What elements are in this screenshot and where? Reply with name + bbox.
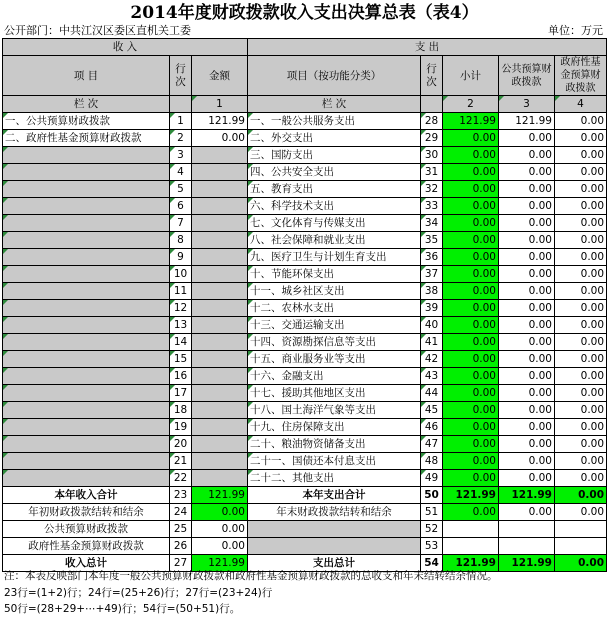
income-item	[3, 317, 170, 334]
income-amount	[192, 402, 248, 419]
grand-expense-public: 121.99	[499, 555, 555, 572]
expense-line-no: 45	[421, 402, 443, 419]
expense-subtotal: 0.00	[443, 283, 499, 300]
expense-gov-fund: 0.00	[555, 147, 607, 164]
expense-gov-fund: 0.00	[555, 334, 607, 351]
expense-line-no: 38	[421, 283, 443, 300]
income-item	[3, 385, 170, 402]
note-line-3: 50行=(28+29+⋯+49)行；54行=(50+51)行。	[4, 603, 241, 615]
table-row	[3, 147, 607, 164]
expense-public-budget: 0.00	[499, 453, 555, 470]
header-row-index	[3, 96, 607, 113]
expense-gov-fund: 0.00	[555, 181, 607, 198]
income-header: 收 入	[3, 39, 248, 56]
expense-gov-fund: 0.00	[555, 351, 607, 368]
income-item	[3, 368, 170, 385]
expense-subtotal: 0.00	[443, 402, 499, 419]
table-row	[3, 300, 607, 317]
col-index-4: 4	[555, 96, 607, 113]
table-row	[3, 113, 607, 130]
income-line-no: 9	[170, 249, 192, 266]
note-line-2: 23行=(1+2)行；24行=(25+26)行；27行=(23+24)行	[4, 587, 273, 599]
income-amount	[192, 470, 248, 487]
income-line-no: 22	[170, 470, 192, 487]
expense-item: 七、文化体育与传媒支出	[248, 215, 421, 232]
expense-gov-fund: 0.00	[555, 453, 607, 470]
income-line-no: 24	[170, 504, 192, 521]
grand-income-label: 收入总计	[3, 555, 170, 572]
income-amount	[192, 181, 248, 198]
expense-subtotal: 0.00	[443, 130, 499, 147]
income-amount	[192, 300, 248, 317]
expense-subtotal: 0.00	[443, 453, 499, 470]
grand-expense-gov: 0.00	[555, 555, 607, 572]
expense-gov-fund: 0.00	[555, 164, 607, 181]
income-item	[3, 300, 170, 317]
expense-public-budget: 0.00	[499, 334, 555, 351]
expense-subtotal: 0.00	[443, 181, 499, 198]
income-item	[3, 249, 170, 266]
income-item	[3, 147, 170, 164]
grand-expense-label: 支出总计	[248, 555, 421, 572]
expense-gov-fund: 0.00	[555, 215, 607, 232]
blank-cell	[555, 538, 607, 555]
expense-gov-fund: 0.00	[555, 249, 607, 266]
income-line-no: 27	[170, 555, 192, 572]
expense-public-budget: 0.00	[499, 283, 555, 300]
income-amount	[192, 249, 248, 266]
summary-row-income-total	[3, 487, 607, 504]
expense-public-budget: 0.00	[499, 181, 555, 198]
expense-line-no: 34	[421, 215, 443, 232]
income-amount	[192, 232, 248, 249]
expense-line-no: 41	[421, 334, 443, 351]
table-row	[3, 334, 607, 351]
expense-public-budget: 0.00	[499, 147, 555, 164]
expense-line-no: 40	[421, 317, 443, 334]
expense-col-label: 栏 次	[248, 96, 421, 113]
summary-row-r4	[3, 538, 607, 555]
expense-line-no: 39	[421, 300, 443, 317]
expense-public-budget: 0.00	[499, 164, 555, 181]
header-row-section	[3, 39, 607, 56]
expense-public-budget: 0.00	[499, 436, 555, 453]
table-row	[3, 453, 607, 470]
expense-gov-fund: 0.00	[555, 130, 607, 147]
income-item	[3, 453, 170, 470]
income-amount: 121.99	[192, 113, 248, 130]
expense-gov-fund: 0.00	[555, 198, 607, 215]
expense-public-budget: 0.00	[499, 317, 555, 334]
expense-line-no: 30	[421, 147, 443, 164]
income-item	[3, 402, 170, 419]
expense-item: 二十、粮油物资储备支出	[248, 436, 421, 453]
income-line-no: 7	[170, 215, 192, 232]
carryover-end-public: 0.00	[499, 504, 555, 521]
expense-public-budget: 0.00	[499, 130, 555, 147]
expense-item: 八、社会保障和就业支出	[248, 232, 421, 249]
expense-subtotal: 0.00	[443, 470, 499, 487]
col-index-1: 1	[192, 96, 248, 113]
blank-cell	[499, 521, 555, 538]
expense-gov-fund: 0.00	[555, 266, 607, 283]
expense-subtotal: 0.00	[443, 334, 499, 351]
expense-item: 六、科学技术支出	[248, 198, 421, 215]
expense-line-no: 47	[421, 436, 443, 453]
expense-line-no: 43	[421, 368, 443, 385]
blank-cell	[443, 538, 499, 555]
table-row	[3, 215, 607, 232]
expense-total-subtotal: 121.99	[443, 487, 499, 504]
income-item	[3, 436, 170, 453]
table-row	[3, 419, 607, 436]
expense-line-no: 36	[421, 249, 443, 266]
grand-expense-subtotal: 121.99	[443, 555, 499, 572]
expense-line-no: 28	[421, 113, 443, 130]
expense-item: 十七、援助其他地区支出	[248, 385, 421, 402]
expense-public-budget: 0.00	[499, 215, 555, 232]
income-line-no: 20	[170, 436, 192, 453]
expense-line-no: 46	[421, 419, 443, 436]
expense-subtotal: 0.00	[443, 351, 499, 368]
income-line-no: 25	[170, 521, 192, 538]
expense-gov-fund: 0.00	[555, 419, 607, 436]
expense-line-no: 52	[421, 521, 443, 538]
expense-item: 十、节能环保支出	[248, 266, 421, 283]
public-budget-header: 公共预算财政拨款	[499, 56, 555, 96]
table-row	[3, 385, 607, 402]
expense-gov-fund: 0.00	[555, 300, 607, 317]
income-item	[3, 232, 170, 249]
income-amount	[192, 385, 248, 402]
income-amount	[192, 453, 248, 470]
expense-subtotal: 121.99	[443, 113, 499, 130]
expense-item: 十三、交通运输支出	[248, 317, 421, 334]
income-total-amount: 121.99	[192, 487, 248, 504]
expense-line-no: 53	[421, 538, 443, 555]
note-line-1: 注：本表反映部门本年度一般公共预算财政拨款和政府性基金预算财政拨款的总收支和年末结转结余情况。	[4, 570, 498, 582]
table-row	[3, 181, 607, 198]
expense-line-no: 32	[421, 181, 443, 198]
expense-item: 五、教育支出	[248, 181, 421, 198]
expense-gov-fund: 0.00	[555, 385, 607, 402]
col-index-2: 2	[443, 96, 499, 113]
expense-public-budget: 0.00	[499, 368, 555, 385]
expense-public-budget: 0.00	[499, 419, 555, 436]
income-line-no: 19	[170, 419, 192, 436]
income-item	[3, 215, 170, 232]
income-amount	[192, 351, 248, 368]
expense-public-budget: 0.00	[499, 402, 555, 419]
expense-item: 二十二、其他支出	[248, 470, 421, 487]
income-item: 一、公共预算财政拨款	[3, 113, 170, 130]
report-title: 2014年度财政拨款收入支出决算总表（表4）	[130, 3, 479, 23]
carryover-start-amount: 0.00	[192, 504, 248, 521]
expense-item: 一、一般公共服务支出	[248, 113, 421, 130]
expense-item: 十九、住房保障支出	[248, 419, 421, 436]
expense-subtotal: 0.00	[443, 232, 499, 249]
expense-item: 十六、金融支出	[248, 368, 421, 385]
expense-gov-fund: 0.00	[555, 232, 607, 249]
expense-gov-fund: 0.00	[555, 470, 607, 487]
income-item	[3, 334, 170, 351]
expense-gov-fund: 0.00	[555, 402, 607, 419]
carryover-start-label: 年初财政拨款结转和结余	[3, 504, 170, 521]
expense-line-no: 51	[421, 504, 443, 521]
income-line-no: 17	[170, 385, 192, 402]
expense-item: 十二、农林水支出	[248, 300, 421, 317]
header-row-columns	[3, 56, 607, 96]
income-line-no: 23	[170, 487, 192, 504]
income-amount: 0.00	[192, 130, 248, 147]
expense-item: 二、外交支出	[248, 130, 421, 147]
table-row	[3, 283, 607, 300]
expense-public-budget: 0.00	[499, 300, 555, 317]
income-item	[3, 198, 170, 215]
expense-subtotal: 0.00	[443, 266, 499, 283]
expense-line-no: 33	[421, 198, 443, 215]
expense-line-no: 54	[421, 555, 443, 572]
expense-total-label: 本年支出合计	[248, 487, 421, 504]
income-line-no: 3	[170, 147, 192, 164]
expense-item: 二十一、国债还本付息支出	[248, 453, 421, 470]
expense-gov-fund: 0.00	[555, 368, 607, 385]
expense-item: 十五、商业服务业等支出	[248, 351, 421, 368]
expense-public-budget: 0.00	[499, 470, 555, 487]
income-item	[3, 419, 170, 436]
expense-line-no: 31	[421, 164, 443, 181]
expense-public-budget: 0.00	[499, 351, 555, 368]
expense-line-header: 行次	[421, 56, 443, 96]
income-amount	[192, 283, 248, 300]
table-row	[3, 130, 607, 147]
expense-subtotal: 0.00	[443, 300, 499, 317]
table-row	[3, 198, 607, 215]
expense-item-header: 项目（按功能分类）	[248, 56, 421, 96]
income-item-header: 项 目	[3, 56, 170, 96]
carryover-sub-label: 公共预算财政拨款	[3, 521, 170, 538]
expense-line-no: 35	[421, 232, 443, 249]
income-line-no: 14	[170, 334, 192, 351]
income-total-label: 本年收入合计	[3, 487, 170, 504]
income-col-label: 栏 次	[3, 96, 170, 113]
carryover-end-gov: 0.00	[555, 504, 607, 521]
expense-line-no: 29	[421, 130, 443, 147]
expense-subtotal: 0.00	[443, 368, 499, 385]
blank-cell	[555, 521, 607, 538]
income-line-no: 8	[170, 232, 192, 249]
table-row	[3, 164, 607, 181]
expense-item: 四、公共安全支出	[248, 164, 421, 181]
income-item	[3, 470, 170, 487]
expense-item: 三、国防支出	[248, 147, 421, 164]
income-item	[3, 164, 170, 181]
blank-cell	[248, 538, 421, 555]
income-line-header: 行次	[170, 56, 192, 96]
expense-header: 支 出	[248, 39, 607, 56]
expense-line-no: 42	[421, 351, 443, 368]
expense-public-budget: 0.00	[499, 266, 555, 283]
expense-subtotal: 0.00	[443, 385, 499, 402]
income-line-no: 26	[170, 538, 192, 555]
blank-cell	[248, 521, 421, 538]
income-amount-header: 金额	[192, 56, 248, 96]
income-line-no: 13	[170, 317, 192, 334]
income-line-no: 4	[170, 164, 192, 181]
income-amount	[192, 198, 248, 215]
expense-line-no: 44	[421, 385, 443, 402]
income-line-no: 16	[170, 368, 192, 385]
col-index-3: 3	[499, 96, 555, 113]
expense-public-budget: 0.00	[499, 385, 555, 402]
expense-subtotal: 0.00	[443, 164, 499, 181]
expense-public-budget: 121.99	[499, 113, 555, 130]
expense-item: 九、医疗卫生与计划生育支出	[248, 249, 421, 266]
income-line-no: 2	[170, 130, 192, 147]
income-amount	[192, 436, 248, 453]
carryover-sub-amount: 0.00	[192, 538, 248, 555]
table-row	[3, 368, 607, 385]
table-row	[3, 266, 607, 283]
table-row	[3, 470, 607, 487]
table-row	[3, 351, 607, 368]
expense-gov-fund: 0.00	[555, 436, 607, 453]
carryover-end-label: 年末财政拨款结转和结余	[248, 504, 421, 521]
carryover-sub-label: 政府性基金预算财政拨款	[3, 538, 170, 555]
expense-line-no: 49	[421, 470, 443, 487]
expense-line-no: 50	[421, 487, 443, 504]
grand-income-amount: 121.99	[192, 555, 248, 572]
expense-item: 十八、国土海洋气象等支出	[248, 402, 421, 419]
expense-subtotal: 0.00	[443, 147, 499, 164]
department-label: 公开部门：中共江汉区委区直机关工委	[4, 24, 191, 37]
income-line-no: 11	[170, 283, 192, 300]
expense-gov-fund: 0.00	[555, 317, 607, 334]
income-line-no: 12	[170, 300, 192, 317]
income-line-no: 5	[170, 181, 192, 198]
expense-public-budget: 0.00	[499, 198, 555, 215]
income-item	[3, 283, 170, 300]
income-amount	[192, 317, 248, 334]
income-line-no: 10	[170, 266, 192, 283]
income-amount	[192, 266, 248, 283]
expense-line-no: 48	[421, 453, 443, 470]
expense-item: 十四、资源勘探信息等支出	[248, 334, 421, 351]
subtotal-header: 小计	[443, 56, 499, 96]
carryover-end-subtotal: 0.00	[443, 504, 499, 521]
table-row	[3, 317, 607, 334]
income-amount	[192, 215, 248, 232]
income-item	[3, 351, 170, 368]
income-line-no: 21	[170, 453, 192, 470]
expense-subtotal: 0.00	[443, 198, 499, 215]
table-row	[3, 436, 607, 453]
budget-table	[2, 38, 607, 572]
summary-row-carryover	[3, 504, 607, 521]
expense-total-gov: 0.00	[555, 487, 607, 504]
income-amount	[192, 147, 248, 164]
expense-public-budget: 0.00	[499, 232, 555, 249]
income-amount	[192, 419, 248, 436]
table-row	[3, 249, 607, 266]
expense-item: 十一、城乡社区支出	[248, 283, 421, 300]
unit-label: 单位：万元	[548, 24, 603, 37]
blank-cell	[443, 521, 499, 538]
income-amount	[192, 368, 248, 385]
income-item: 二、政府性基金预算财政拨款	[3, 130, 170, 147]
table-row	[3, 232, 607, 249]
expense-subtotal: 0.00	[443, 436, 499, 453]
income-item	[3, 266, 170, 283]
income-line-no: 1	[170, 113, 192, 130]
expense-subtotal: 0.00	[443, 215, 499, 232]
income-amount	[192, 334, 248, 351]
expense-public-budget: 0.00	[499, 249, 555, 266]
expense-subtotal: 0.00	[443, 419, 499, 436]
income-line-no: 6	[170, 198, 192, 215]
expense-total-public: 121.99	[499, 487, 555, 504]
carryover-sub-amount: 0.00	[192, 521, 248, 538]
expense-subtotal: 0.00	[443, 249, 499, 266]
expense-gov-fund: 0.00	[555, 113, 607, 130]
expense-subtotal: 0.00	[443, 317, 499, 334]
income-item	[3, 181, 170, 198]
expense-gov-fund: 0.00	[555, 283, 607, 300]
income-line-no: 15	[170, 351, 192, 368]
expense-line-no: 37	[421, 266, 443, 283]
summary-row-r3	[3, 521, 607, 538]
income-amount	[192, 164, 248, 181]
blank-cell	[499, 538, 555, 555]
table-row	[3, 402, 607, 419]
income-line-no: 18	[170, 402, 192, 419]
gov-fund-header: 政府性基金预算财政拨款	[555, 56, 607, 96]
